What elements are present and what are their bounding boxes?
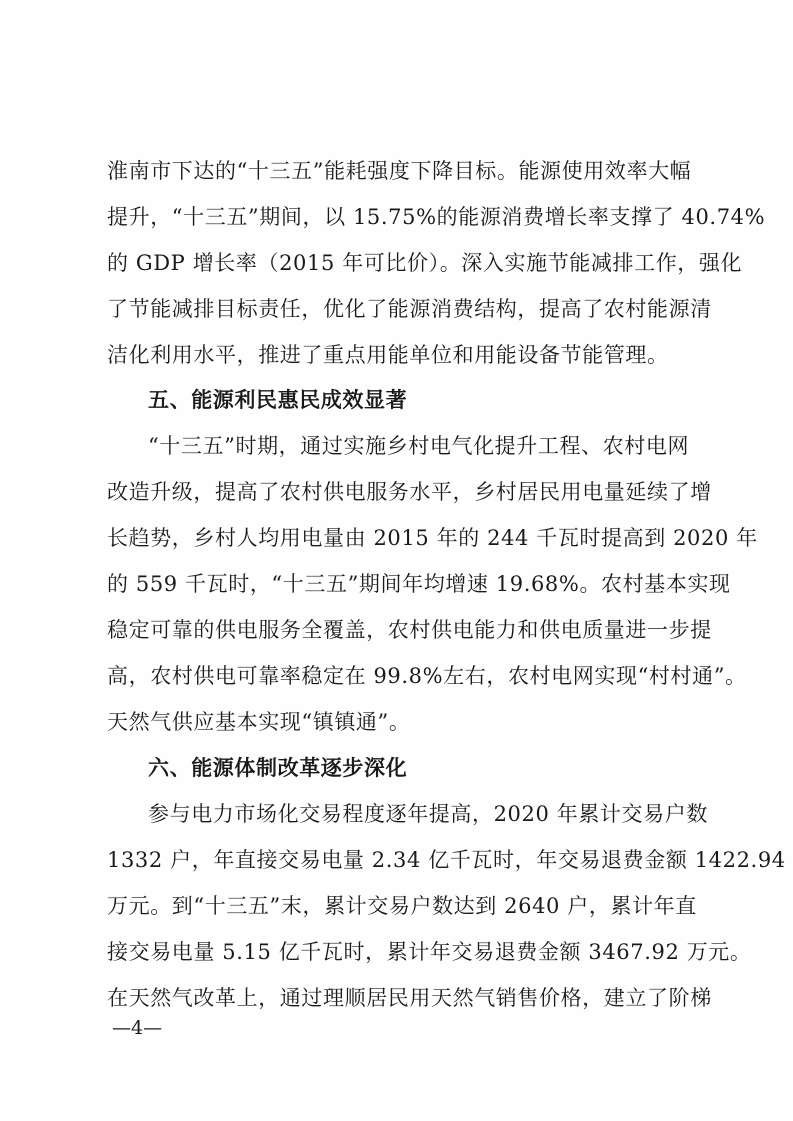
paragraph-1-line-2: 提升，“十三五”期间，以 15.75%的能源消费增长率支撑了 40.74% [107,205,766,229]
paragraph-2-line-7: 天然气供应基本实现“镇镇通”。 [107,710,411,734]
paragraph-2-line-4: 的 559 千瓦时，“十三五”期间年均增速 19.68%。农村基本实现 [107,572,731,596]
paragraph-3-line-4: 接交易电量 5.15 亿千瓦时，累计年交易退费金额 3467.92 万元。 [107,940,752,964]
paragraph-2-line-1: “十三五”时期，通过实施乡村电气化提升工程、农村电网 [148,434,690,458]
paragraph-2-line-3: 长趋势，乡村人均用电量由 2015 年的 244 千瓦时提高到 2020 年 [107,526,758,550]
paragraph-1-line-5: 洁化利用水平，推进了重点用能单位和用能设备节能管理。 [107,343,669,367]
paragraph-2-line-5: 稳定可靠的供电服务全覆盖，农村供电能力和供电质量进一步提 [107,618,712,642]
paragraph-1-line-4: 了节能减排目标责任，优化了能源消费结构，提高了农村能源清 [107,297,712,321]
page-number: —4— [112,1017,163,1039]
paragraph-3-line-3: 万元。到“十三五”末，累计交易户数达到 2640 户，累计年直 [107,894,697,918]
paragraph-1-line-1: 淮南市下达的“十三五”能耗强度下降目标。能源使用效率大幅 [107,159,692,183]
paragraph-3-line-5: 在天然气改革上，通过理顺居民用天然气销售价格，建立了阶梯 [107,986,712,1010]
paragraph-3-line-2: 1332 户，年直接交易电量 2.34 亿千瓦时，年交易退费金额 1422.94 [107,848,786,872]
section-heading-5: 五、能源利民惠民成效显著 [148,388,408,412]
section-heading-6: 六、能源体制改革逐步深化 [148,756,408,780]
paragraph-3-line-1: 参与电力市场化交易程度逐年提高，2020 年累计交易户数 [148,802,708,826]
paragraph-1-line-3: 的 GDP 增长率（2015 年可比价）。深入实施节能减排工作，强化 [107,251,743,275]
paragraph-2-line-2: 改造升级，提高了农村供电服务水平，乡村居民用电量延续了增 [107,480,712,504]
paragraph-2-line-6: 高，农村供电可靠率稳定在 99.8%左右，农村电网实现“村村通”。 [107,664,747,688]
